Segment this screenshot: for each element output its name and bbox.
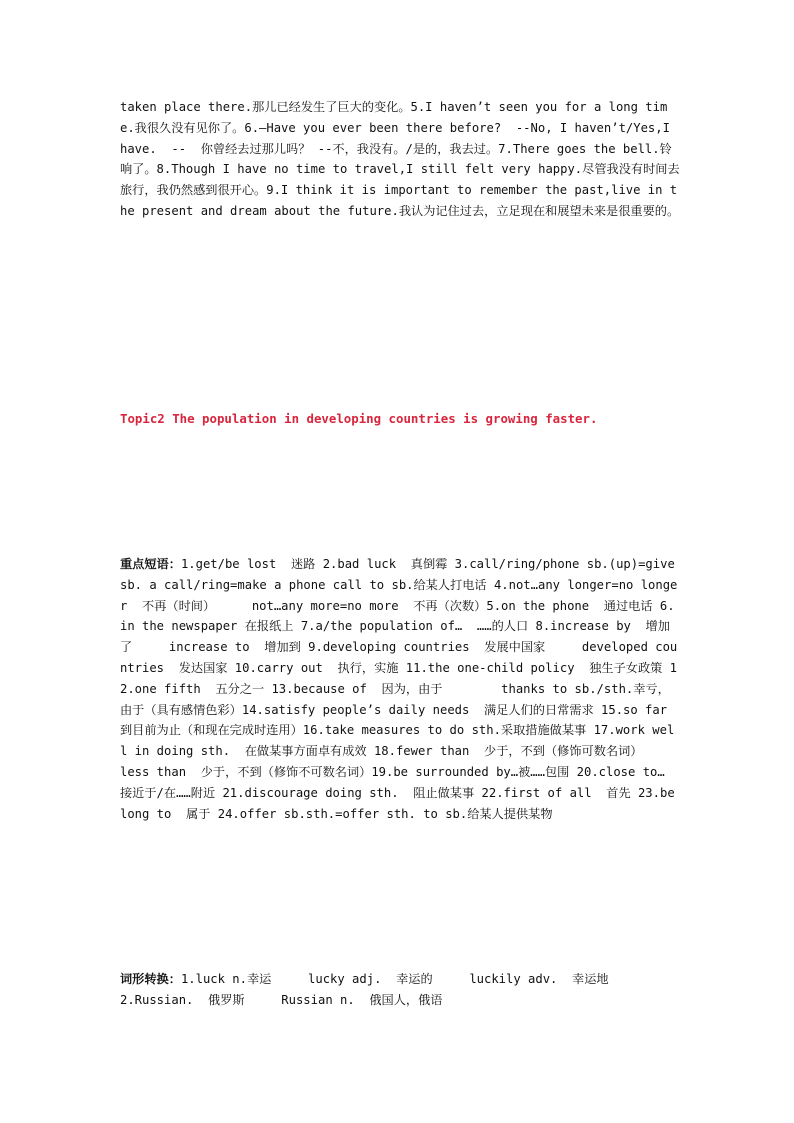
word-forms-line-2: 2.Russian. 俄罗斯 Russian n. 俄国人，俄语 — [120, 992, 443, 1007]
key-phrases-label: 重点短语： — [120, 557, 181, 571]
word-forms-label: 词形转换： — [120, 972, 181, 986]
topic-heading: Topic2 The population in developing countries is growing faster. — [120, 411, 598, 426]
word-forms-paragraph — [120, 969, 680, 1011]
intro-paragraph: taken place there.那儿已经发生了巨大的变化。5.I haven’t seen you for a long time.我很久没有见你了。6.—Have you ever been there before? --No, I haven’t/Yes,I have. -- 你曾经去过那儿吗？ --不，我没有。/是的，我去过。7.There goes the bell.铃响了。8.Though I have no time to travel,I still felt very happy.尽管我没有时间去旅行，我仍然感到很开心。9.I think it is important to remember the past,live in the present and dream about the future.我认为记住过去，立足现在和展望未来是很重要的。 — [120, 100, 680, 218]
key-phrases-paragraph — [120, 554, 702, 824]
key-phrases-text: 1.get/be lost 迷路 2.bad luck 真倒霉 3.call/ring/phone sb.(up)=give sb. a call/ring=make a phone call to sb.给某人打电话 4.not…any longer=no longer 不再（时间） not…any more=no more 不再（次数）5.on the phone 通过电话 6.in the newspaper 在报纸上 7.a/the population of… ……的人口 8.increase by 增加了 increase to 增加到 9.developing countries 发展中国家 developed countries 发达国家 10.carry out 执行，实施 11.the one-child policy 独生子女政策 12.one fifth 五分之一 13.because of 因为，由于 thanks to sb./sth.幸亏，由于（具有感情色彩）14.satisfy people’s daily needs 满足人们的日常需求 15.so far 到目前为止（和现在完成时连用）16.take measures to do sth.采取措施做某事 17.work well in doing sth. 在做某事方面卓有成效 18.fewer than 少于，不到（修饰可数名词） less than 少于，不到（修饰不可数名词）19.be surrounded by…被……包围 20.close to… 接近于/在……附近 21.discourage doing sth. 阻止做某事 22.first of all 首先 23.belong to 属于 24.offer sb.sth.=offer sth. to sb.给某人提供某物 — [120, 557, 702, 821]
word-forms-line-1: 1.luck n.幸运 lucky adj. 幸运的 luckily adv. 幸运地 — [180, 972, 609, 986]
